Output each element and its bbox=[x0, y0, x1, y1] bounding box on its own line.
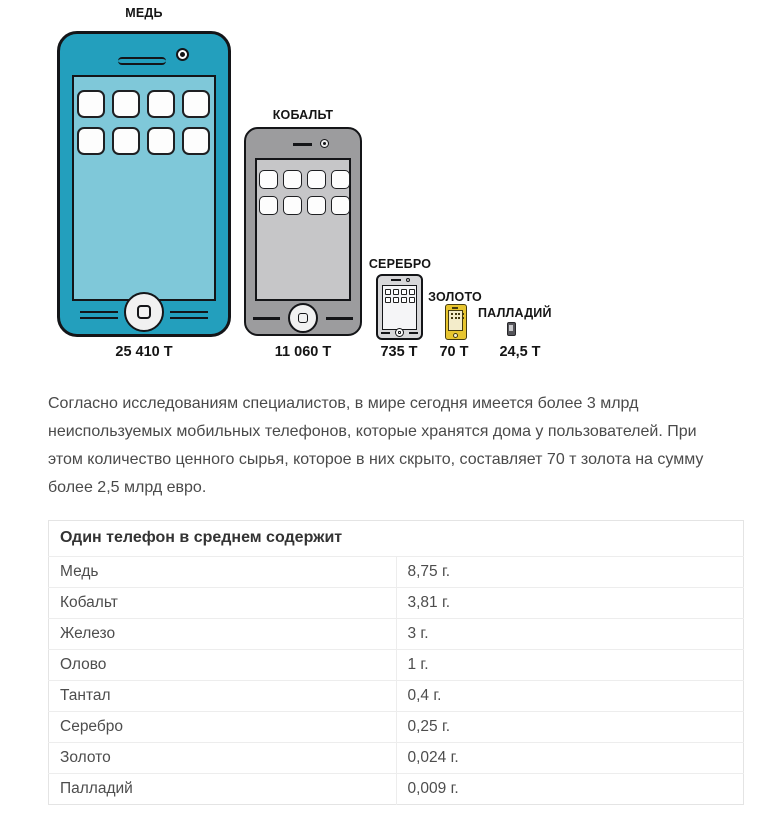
home-line-left bbox=[80, 311, 118, 319]
phone-pictogram-cobalt bbox=[244, 127, 362, 336]
app-icon-grid bbox=[259, 170, 350, 215]
metal-name: Золото bbox=[49, 743, 397, 774]
table-row bbox=[49, 619, 744, 650]
app-icon bbox=[458, 313, 460, 315]
metal-amount: 0,4 г. bbox=[396, 681, 744, 712]
metal-content-table bbox=[48, 520, 744, 805]
app-icon bbox=[77, 127, 105, 155]
speaker-icon bbox=[452, 307, 458, 309]
phone-label-gold: ЗОЛОТО bbox=[428, 290, 482, 304]
phone-value-copper: 25 410 Т bbox=[115, 344, 173, 360]
metal-name: Кобальт bbox=[49, 588, 397, 619]
phone-label-palladium: ПАЛЛАДИЙ bbox=[478, 306, 552, 320]
app-icon bbox=[182, 90, 210, 118]
app-icon bbox=[331, 196, 350, 215]
metal-pictogram-chart bbox=[0, 0, 759, 385]
home-button-icon bbox=[395, 328, 404, 337]
metal-name: Железо bbox=[49, 619, 397, 650]
app-icon bbox=[385, 297, 391, 303]
home-button-icon bbox=[288, 303, 318, 333]
table-row bbox=[49, 588, 744, 619]
app-icon bbox=[385, 289, 391, 295]
app-icon bbox=[77, 90, 105, 118]
app-icon bbox=[112, 127, 140, 155]
home-button-icon bbox=[453, 333, 458, 338]
app-icon bbox=[455, 313, 457, 315]
metal-amount: 1 г. bbox=[396, 650, 744, 681]
table-header-row bbox=[49, 521, 744, 557]
app-icon bbox=[462, 317, 464, 319]
metal-amount: 3,81 г. bbox=[396, 588, 744, 619]
article-paragraph: Согласно исследованиям специалистов, в мире сегодня имеется более 3 млрд неиспользуемых мобильных телефонов, которые хранятся дома у пользователей. При этом количество ценного сырья, которое в них скрыто, составляет 70 т золота на сумму более 2,5 млрд евро. bbox=[48, 395, 704, 496]
app-icon bbox=[182, 127, 210, 155]
phone-screen bbox=[72, 75, 216, 301]
metal-name: Медь bbox=[49, 557, 397, 588]
phone-value-palladium: 24,5 Т bbox=[499, 344, 541, 360]
app-icon-grid bbox=[451, 313, 464, 319]
phone-screen bbox=[255, 158, 351, 301]
app-icon bbox=[393, 297, 399, 303]
table-row bbox=[49, 712, 744, 743]
metal-amount: 8,75 г. bbox=[396, 557, 744, 588]
home-button-square bbox=[298, 313, 308, 323]
metal-amount: 3 г. bbox=[396, 619, 744, 650]
phone-value-gold: 70 Т bbox=[439, 344, 469, 360]
metal-name: Олово bbox=[49, 650, 397, 681]
table-title: Один телефон в среднем содержит bbox=[49, 521, 744, 557]
phone-label-silver: СЕРЕБРО bbox=[368, 257, 432, 271]
home-line-right bbox=[326, 317, 353, 320]
camera-icon bbox=[320, 139, 329, 148]
app-icon bbox=[307, 170, 326, 189]
home-line-left bbox=[253, 317, 280, 320]
app-icon bbox=[259, 170, 278, 189]
app-icon bbox=[259, 196, 278, 215]
app-icon bbox=[147, 90, 175, 118]
camera-icon bbox=[406, 278, 410, 282]
phone-screen bbox=[509, 325, 513, 331]
app-icon bbox=[409, 289, 415, 295]
home-line-left bbox=[381, 332, 390, 334]
app-icon bbox=[307, 196, 326, 215]
app-icon bbox=[393, 289, 399, 295]
app-icon bbox=[401, 297, 407, 303]
home-button-square bbox=[137, 305, 151, 319]
metal-amount: 0,009 г. bbox=[396, 774, 744, 805]
table-row bbox=[49, 557, 744, 588]
app-icon bbox=[462, 313, 464, 315]
app-icon bbox=[451, 317, 453, 319]
phone-pictogram-copper bbox=[57, 31, 231, 337]
metal-name: Палладий bbox=[49, 774, 397, 805]
app-icon bbox=[283, 196, 302, 215]
app-icon-grid bbox=[77, 90, 210, 155]
camera-icon bbox=[176, 48, 189, 61]
phone-pictogram-gold bbox=[445, 304, 467, 340]
phone-screen bbox=[448, 310, 463, 331]
app-icon bbox=[458, 317, 460, 319]
app-icon bbox=[283, 170, 302, 189]
speaker-icon bbox=[391, 279, 401, 281]
app-icon-grid bbox=[385, 289, 415, 303]
metal-amount: 0,024 г. bbox=[396, 743, 744, 774]
app-icon bbox=[112, 90, 140, 118]
table-row bbox=[49, 681, 744, 712]
table-row bbox=[49, 774, 744, 805]
home-button-icon bbox=[124, 292, 164, 332]
phone-value-cobalt: 11 060 Т bbox=[274, 344, 332, 360]
home-line-right bbox=[409, 332, 418, 334]
app-icon bbox=[147, 127, 175, 155]
app-icon bbox=[401, 289, 407, 295]
phone-pictogram-silver bbox=[376, 274, 423, 340]
phone-label-copper: МЕДЬ bbox=[125, 6, 163, 20]
metal-amount: 0,25 г. bbox=[396, 712, 744, 743]
phone-screen bbox=[382, 285, 417, 330]
metal-name: Тантал bbox=[49, 681, 397, 712]
app-icon bbox=[409, 297, 415, 303]
table-row bbox=[49, 650, 744, 681]
phone-label-cobalt: КОБАЛЬТ bbox=[272, 108, 334, 122]
metal-name: Серебро bbox=[49, 712, 397, 743]
phone-value-silver: 735 Т bbox=[380, 344, 418, 360]
speaker-icon bbox=[118, 57, 166, 65]
table-row bbox=[49, 743, 744, 774]
home-line-right bbox=[170, 311, 208, 319]
app-icon bbox=[331, 170, 350, 189]
app-icon bbox=[451, 313, 453, 315]
phone-pictogram-palladium bbox=[507, 322, 516, 336]
speaker-icon bbox=[293, 143, 312, 146]
app-icon bbox=[455, 317, 457, 319]
